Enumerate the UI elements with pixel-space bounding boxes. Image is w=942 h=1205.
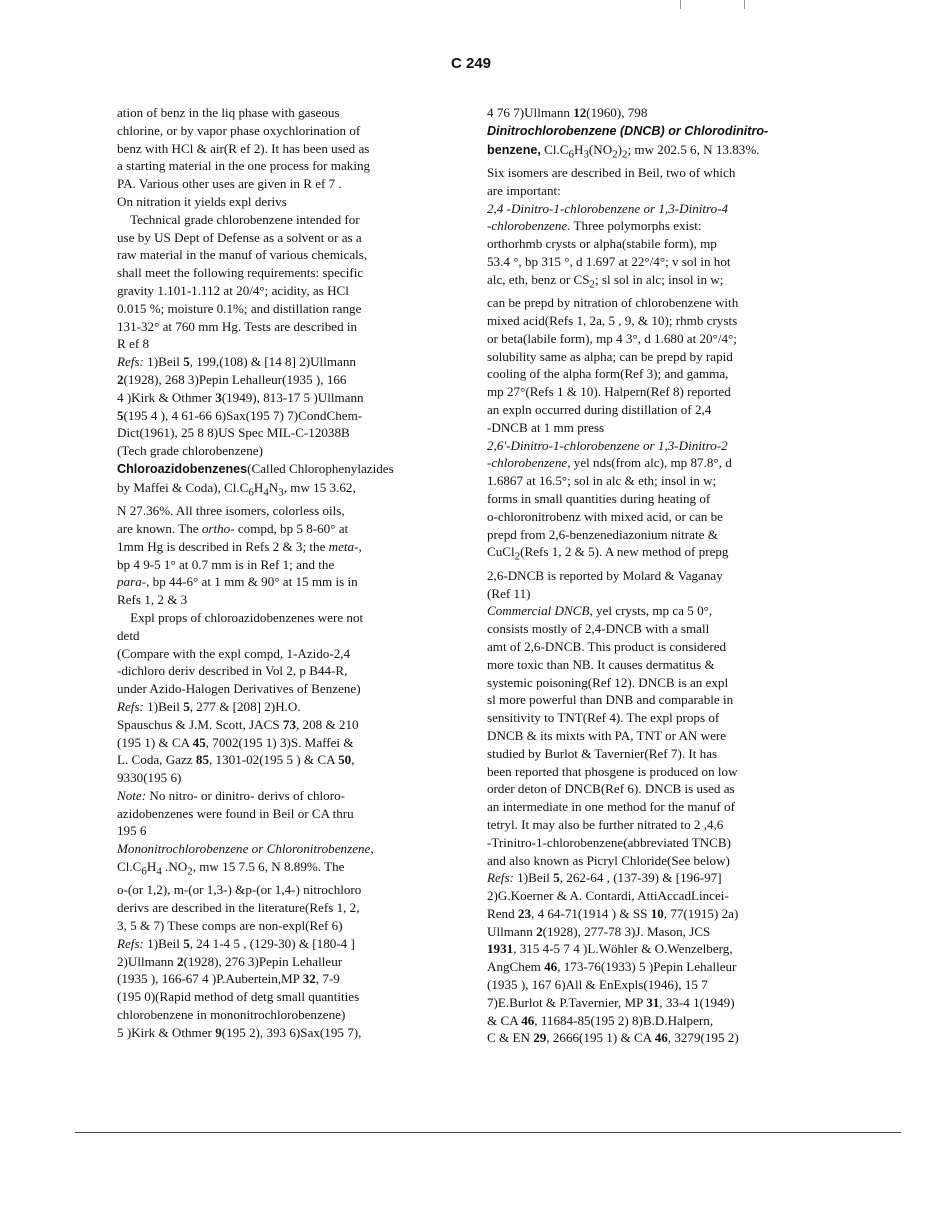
text-run: amt of 2,6-DNCB. This product is considered	[487, 638, 727, 654]
text-line	[117, 353, 447, 371]
text-run: Mononitrochlorobenzene or Chloronitrobenzene,	[117, 841, 374, 857]
text-run: Refs:	[117, 698, 144, 714]
text-line	[487, 294, 822, 312]
text-run: Refs:	[117, 935, 144, 951]
text-run: 0.015 %; moisture 0.1%; and distillation range	[117, 300, 362, 316]
text-line	[487, 348, 822, 366]
text-line	[487, 691, 822, 709]
text-run: (1928), 268 3)Pepin Lehalleur(1935 ), 166	[123, 371, 347, 387]
text-run: 2	[177, 953, 184, 969]
text-run: 5	[183, 935, 190, 951]
text-run: H	[574, 141, 584, 157]
text-run: ; sl sol in alc; insol in w;	[595, 271, 724, 287]
text-run: , 173-76(1933) 5 )Pepin Lehalleur	[557, 959, 737, 975]
text-line	[487, 567, 822, 585]
text-line	[117, 858, 447, 881]
text-run: 2	[187, 865, 193, 878]
text-run: 1931	[487, 941, 514, 957]
text-line	[117, 538, 447, 556]
text-run: can be prepd by nitration of chlorobenzene with	[487, 295, 739, 311]
text-run: 10	[650, 905, 664, 921]
text-line	[487, 727, 822, 745]
text-run: Cl.C	[540, 141, 569, 157]
text-run: 195 6	[117, 823, 147, 839]
text-run: 5	[183, 354, 190, 370]
text-run: H	[253, 479, 264, 495]
text-line	[487, 312, 822, 330]
text-line	[117, 573, 447, 591]
text-line	[117, 122, 447, 140]
text-line	[117, 264, 447, 282]
text-run: Refs 1, 2 & 3	[117, 592, 188, 608]
text-line	[487, 745, 822, 763]
text-run: 45	[192, 734, 206, 750]
text-run: gravity 1.101-1.112 at 20/4°; acidity, as HCl	[117, 282, 349, 298]
text-line	[117, 1024, 447, 1042]
text-run: -chlorobenzene.	[487, 218, 571, 234]
text-run: (195 2), 393 6)Sax(195 7),	[221, 1024, 362, 1040]
text-run: benz with HCl & air(R ef 2). It has been used as	[117, 140, 370, 156]
text-run: 131-32° at 760 mm Hg. Tests are described in	[117, 318, 358, 334]
text-run: by Maffei & Coda), Cl.C	[117, 479, 249, 495]
text-run: 4	[156, 865, 162, 878]
text-line	[117, 407, 447, 425]
text-run: 2)G.Koerner & A. Contardi, AttiAccadLincei-	[487, 888, 729, 904]
text-run: 46	[654, 1030, 668, 1046]
text-run: yel crysts, mp ca 5 0°,	[592, 603, 713, 619]
text-line	[487, 602, 822, 620]
text-run: 9330(195 6)	[117, 770, 182, 786]
text-line	[117, 300, 447, 318]
text-run: ,	[351, 752, 355, 768]
text-line	[117, 899, 447, 917]
text-run: (Ref 11)	[487, 585, 531, 601]
text-run: C & EN	[487, 1030, 534, 1046]
text-line	[117, 335, 447, 353]
text-run: shall meet the following requirements: specific	[117, 265, 364, 281]
text-line	[117, 716, 447, 734]
text-run: (Called Chlorophenylazides	[247, 460, 394, 476]
text-run: 2	[117, 371, 124, 387]
text-run: ; mw 202.5 6, N 13.83%.	[627, 141, 760, 157]
text-run: Chloroazidobenzenes	[117, 461, 248, 476]
text-run: mixed acid(Refs 1, 2a, 5 , 9, & 10); rhmb crysts	[487, 312, 738, 328]
text-run: , 208 & 210	[295, 716, 359, 732]
text-run: PA. Various other uses are given in R ef 7 .	[117, 176, 342, 192]
text-run: studied by Burlot & Tavernier(Ref 7). It has	[487, 745, 718, 761]
text-line	[117, 787, 447, 805]
text-run: No nitro- or dinitro- derivs of chloro-	[146, 787, 345, 803]
text-line	[117, 229, 447, 247]
text-run: 1)Beil	[143, 935, 184, 951]
text-run: 1)Beil	[513, 870, 554, 886]
text-line	[117, 988, 447, 1006]
text-line	[117, 460, 447, 479]
text-run: tetryl. It may also be further nitrated to 2 ,4,6	[487, 816, 724, 832]
text-run: 2	[589, 278, 595, 291]
text-run: chlorine, or by vapor phase oxychlorination of	[117, 122, 361, 138]
text-run: , bp 44-6° at 1 mm & 90° at 15 mm is in	[146, 574, 358, 590]
text-run: chlorobenzene in mononitrochlorobenzene)	[117, 1007, 346, 1023]
text-run: 5	[553, 870, 560, 886]
text-run: (195 4 ), 4 61-66 6)Sax(195 7) 7)CondChem-	[123, 407, 363, 423]
text-run: benzene,	[487, 142, 541, 157]
text-line	[117, 769, 447, 787]
text-line	[117, 282, 447, 300]
text-line	[117, 520, 447, 538]
text-line	[117, 840, 447, 858]
text-line	[117, 175, 447, 193]
text-run: solubility same as alpha; can be prepd by rapid	[487, 348, 733, 364]
text-line	[487, 816, 822, 834]
text-line	[117, 970, 447, 988]
text-run: 2,6'-Dinitro-1-chlorobenzene or 1,3-Dinitro-2	[487, 437, 728, 453]
text-run: , 4 64-71(1914 ) & SS	[531, 905, 651, 921]
text-run: On nitration it yields expl derivs	[117, 193, 287, 209]
text-line	[487, 638, 822, 656]
text-run: 2,6-DNCB is reported by Molard & Vaganay	[487, 567, 723, 583]
text-run: )	[617, 141, 623, 157]
text-run: Note:	[117, 787, 147, 803]
text-line	[487, 526, 822, 544]
text-line	[487, 763, 822, 781]
text-line	[487, 994, 822, 1012]
text-line	[117, 1006, 447, 1024]
text-run: DNCB & its mixts with PA, TNT or AN were	[487, 727, 727, 743]
text-line	[487, 834, 822, 852]
text-run: 32	[302, 971, 316, 987]
text-line	[117, 371, 447, 389]
text-run: Rend	[487, 905, 518, 921]
text-run: L. Coda, Gazz	[117, 752, 196, 768]
text-line	[117, 627, 447, 645]
text-run: (1949), 813-17 5 )Ullmann	[221, 389, 364, 405]
text-line	[487, 958, 822, 976]
scan-mark	[680, 0, 681, 9]
text-run: 2)Ullmann	[117, 953, 178, 969]
text-run: 73	[282, 716, 296, 732]
text-run: meta-	[328, 538, 359, 554]
text-line	[117, 734, 447, 752]
text-run: a starting material in the one process for making	[117, 158, 371, 174]
text-line	[487, 976, 822, 994]
text-run: (195 1) & CA	[117, 734, 193, 750]
text-run: (1928), 276 3)Pepin Lehalleur	[183, 953, 343, 969]
text-run: compd, bp 5 8-60° at	[234, 520, 349, 536]
text-line	[487, 709, 822, 727]
text-line	[487, 852, 822, 870]
text-line	[487, 454, 822, 472]
text-run: use by US Dept of Defense as a solvent or as a	[117, 229, 362, 245]
text-run: 3	[278, 486, 284, 499]
text-line	[117, 698, 447, 716]
text-run: (1935 ), 167 6)All & EnExpls(1946), 15 7	[487, 977, 708, 993]
text-run: (Tech grade chlorobenzene)	[117, 443, 263, 459]
text-run: , 315 4-5 7 4 )L.Wöhler & O.Wenzelberg,	[513, 941, 733, 957]
text-line	[117, 502, 447, 520]
text-run: 2	[514, 550, 521, 563]
text-run: consists mostly of 2,4-DNCB with a small	[487, 621, 710, 637]
text-line	[487, 798, 822, 816]
text-run: 6	[568, 148, 574, 161]
text-run: , 33-4 1(1949)	[659, 994, 735, 1010]
text-line	[117, 953, 447, 971]
text-run: 5 )Kirk & Othmer	[117, 1024, 216, 1040]
text-run: an expln occurred during distillation of 2,4	[487, 401, 712, 417]
text-run: or beta(labile form), mp 4 3°, d 1.680 at 20°/4°;	[487, 330, 737, 346]
text-line	[117, 917, 447, 935]
text-run: 3	[215, 389, 222, 405]
text-run: (1928), 277-78 3)J. Mason, JCS	[542, 923, 711, 939]
text-line	[117, 140, 447, 158]
text-run: Expl props of chloroazidobenzenes were not	[117, 609, 364, 625]
text-line	[487, 182, 822, 200]
text-run: 9	[215, 1024, 222, 1040]
page-header: C 249	[450, 55, 492, 72]
text-run: Dict(1961), 25 8 8)US Spec MIL-C-12038B	[117, 425, 350, 441]
text-run: , 3279(195 2)	[667, 1030, 739, 1046]
text-run: 1.6867 at 16.5°; sol in alc & eth; insol in w;	[487, 473, 717, 489]
text-run: (1960), 798	[586, 105, 648, 120]
text-run: (1935 ), 166-67 4 )P.Aubertein,MP	[117, 971, 303, 987]
text-line	[487, 869, 822, 887]
text-line	[117, 609, 447, 627]
text-run: alc, eth, benz or CS	[487, 271, 590, 287]
text-run: orthorhmb crysts or alpha(stabile form), mp	[487, 236, 717, 252]
text-run: are known. The	[117, 520, 202, 536]
text-run: Ullmann	[487, 923, 537, 939]
text-line	[487, 656, 822, 674]
text-line	[117, 104, 447, 122]
text-run: 4 76 7)Ullmann	[487, 105, 574, 120]
text-line	[117, 645, 447, 663]
text-line	[487, 235, 822, 253]
text-line	[487, 472, 822, 490]
text-run: Technical grade chlorobenzene intended for	[117, 211, 360, 227]
text-run: para-	[117, 574, 147, 590]
text-run: 5	[183, 698, 190, 714]
text-run: Refs:	[117, 354, 144, 370]
text-run: Three polymorphs exist:	[570, 218, 702, 234]
text-run: raw material in the manuf of various chemicals,	[117, 247, 368, 263]
text-run: are important:	[487, 182, 561, 198]
text-run: ortho-	[201, 520, 235, 536]
text-line	[487, 585, 822, 603]
text-run: Dinitrochlorobenzene (DNCB) or Chlorodinitro-	[487, 123, 769, 138]
text-run: sl more powerful than DNB and comparable in	[487, 692, 734, 708]
text-run: 2	[612, 148, 618, 161]
text-run: 1mm Hg is described in Refs 2 & 3; the	[117, 538, 329, 554]
text-line	[117, 591, 447, 609]
text-run: 12	[573, 105, 587, 120]
text-line	[117, 211, 447, 229]
text-line	[487, 164, 822, 182]
text-line	[117, 424, 447, 442]
text-line	[487, 1029, 822, 1047]
text-line	[117, 157, 447, 175]
text-run: 31	[646, 994, 660, 1010]
text-line	[487, 330, 822, 348]
text-line	[487, 508, 822, 526]
text-line	[487, 940, 822, 958]
text-run: , 277 & [208] 2)H.O.	[189, 698, 301, 714]
text-line	[117, 805, 447, 823]
text-line	[487, 383, 822, 401]
text-run: o-chloronitrobenz with mixed acid, or can be	[487, 508, 723, 524]
text-run: , mw 15 3.62,	[283, 479, 356, 495]
text-line	[487, 905, 822, 923]
text-run: -chlorobenzene,	[487, 455, 571, 471]
text-line	[487, 543, 822, 566]
text-run: azidobenzenes were found in Beil or CA thru	[117, 805, 354, 821]
text-run: (NO	[588, 141, 613, 157]
text-line	[487, 437, 822, 455]
text-run: 2	[536, 923, 543, 939]
text-run: -Trinitro-1-chlorobenzene(abbreviated TNCB)	[487, 834, 731, 850]
text-line	[117, 442, 447, 460]
text-run: 50	[338, 752, 352, 768]
text-run: 4 )Kirk & Othmer	[117, 389, 216, 405]
text-line	[117, 662, 447, 680]
text-run: more toxic than NB. It causes dermatitus &	[487, 656, 715, 672]
text-run: 1)Beil	[143, 354, 184, 370]
text-line	[487, 887, 822, 905]
text-line	[487, 200, 822, 218]
text-run: 5	[117, 407, 124, 423]
text-run: sensitivity to TNT(Ref 4). The expl props of	[487, 710, 720, 726]
text-line	[487, 419, 822, 437]
text-line	[487, 217, 822, 235]
text-run: o-(or 1,2), m-(or 1,3-) &p-(or 1,4-) nitrochloro	[117, 882, 362, 898]
footer-rule	[75, 1132, 901, 1133]
text-line	[117, 556, 447, 574]
text-run: and also known as Picryl Chloride(See below)	[487, 852, 730, 868]
text-run: N	[268, 479, 279, 495]
text-run: , 7-9	[315, 971, 340, 987]
text-run: .NO	[161, 859, 188, 875]
text-run: 3	[583, 148, 589, 161]
text-run: 7)E.Burlot & P.Tavernier, MP	[487, 994, 647, 1010]
left-column	[117, 104, 447, 1042]
text-line	[117, 193, 447, 211]
text-line	[117, 680, 447, 698]
text-line	[487, 253, 822, 271]
text-run: & CA	[487, 1012, 522, 1028]
text-line	[487, 923, 822, 941]
text-line	[487, 620, 822, 638]
text-run: 1)Beil	[143, 698, 184, 714]
text-line	[487, 490, 822, 508]
text-run: mp 27°(Refs 1 & 10). Halpern(Ref 8) reported	[487, 384, 731, 400]
text-run: ation of benz in the liq phase with gaseous	[117, 105, 340, 120]
text-line	[487, 780, 822, 798]
text-line	[117, 751, 447, 769]
text-run: (Compare with the expl compd, 1-Azido-2,4	[117, 645, 351, 661]
text-run: systemic poisoning(Ref 12). DNCB is an expl	[487, 674, 729, 690]
text-run: , 1301-02(195 5 ) & CA	[209, 752, 339, 768]
text-run: 6	[141, 865, 147, 878]
text-run: bp 4 9-5 1° at 0.7 mm is in Ref 1; and the	[117, 556, 335, 572]
text-run: 23	[517, 905, 532, 921]
text-run: (195 0)(Rapid method of detg small quantities	[117, 989, 360, 1005]
text-line	[117, 479, 447, 502]
text-run: , 24 1-4 5 , (129-30) & [180-4 ]	[189, 935, 355, 951]
text-run: -dichloro deriv described in Vol 2, p B44-R,	[117, 663, 348, 679]
text-line	[487, 1012, 822, 1030]
text-run: , 77(1915) 2a)	[663, 905, 739, 921]
text-run: AngChem	[487, 959, 545, 975]
text-run: 29	[533, 1030, 547, 1046]
text-run: , 262-64 , (137-39) & [196-97]	[559, 870, 722, 886]
text-run: , 11684-85(195 2) 8)B.D.Halpern,	[534, 1012, 714, 1028]
text-run: , mw 15 7.5 6, N 8.89%. The	[192, 859, 345, 875]
text-line	[117, 935, 447, 953]
text-run: H	[146, 859, 157, 875]
text-line	[487, 365, 822, 383]
text-run: ,	[358, 538, 362, 554]
text-run: N 27.36%. All three isomers, colorless oils,	[117, 503, 345, 519]
text-line	[117, 318, 447, 336]
text-run: order deton of DNCB(Ref 6). DNCB is used as	[487, 781, 735, 797]
text-run: 85	[195, 752, 209, 768]
text-run: 6	[248, 486, 254, 499]
text-run: derivs are described in the literature(Refs 1, 2,	[117, 900, 360, 916]
text-run: forms in small quantities during heating of	[487, 490, 711, 506]
text-run: 2,4 -Dinitro-1-chlorobenzene or 1,3-Dinitro-4	[487, 200, 729, 216]
text-run: -DNCB at 1 mm press	[487, 419, 605, 435]
text-line	[487, 401, 822, 419]
text-line	[487, 104, 822, 122]
text-line	[487, 122, 822, 141]
text-run: (Refs 1, 2 & 5). A new method of prepg	[520, 544, 729, 560]
text-run: 46	[521, 1012, 535, 1028]
text-run: yel nds(from alc), mp 87.8°, d	[570, 455, 732, 471]
scan-mark	[744, 0, 745, 9]
text-line	[487, 674, 822, 692]
text-run: Commercial DNCB,	[487, 603, 593, 619]
text-run: R ef 8	[117, 336, 149, 352]
text-line	[117, 881, 447, 899]
text-run: CuCl	[487, 544, 515, 560]
text-run: an intermediate in one method for the manuf of	[487, 799, 735, 815]
text-run: , 2666(195 1) & CA	[546, 1030, 655, 1046]
text-run: detd	[117, 627, 140, 643]
text-run: been reported that phosgene is produced on low	[487, 763, 738, 779]
text-run: Cl.C	[117, 859, 142, 875]
text-run: 3, 5 & 7) These comps are non-expl(Ref 6)	[117, 918, 343, 934]
text-run: Six isomers are described in Beil, two of which	[487, 165, 736, 180]
text-run: cooling of the alpha form(Ref 3); and gamma,	[487, 366, 729, 382]
text-line	[487, 141, 822, 164]
text-run: 4	[263, 486, 269, 499]
text-run: Spauschus & J.M. Scott, JACS	[117, 716, 283, 732]
text-run: under Azido-Halogen Derivatives of Benzene)	[117, 681, 361, 697]
text-line	[487, 271, 822, 294]
text-run: 2	[622, 148, 628, 161]
text-run: prepd from 2,6-benzenediazonium nitrate &	[487, 526, 718, 542]
right-column	[487, 104, 822, 1047]
text-run: Refs:	[487, 870, 514, 886]
text-run: , 199,(108) & [14 8] 2)Ullmann	[189, 354, 356, 370]
text-line	[117, 822, 447, 840]
text-line	[117, 389, 447, 407]
text-line	[117, 246, 447, 264]
text-run: , 7002(195 1) 3)S. Maffei &	[205, 734, 354, 750]
text-run: 46	[544, 959, 558, 975]
text-run: 53.4 °, bp 315 °, d 1.697 at 22°/4°; v sol in hot	[487, 253, 731, 269]
